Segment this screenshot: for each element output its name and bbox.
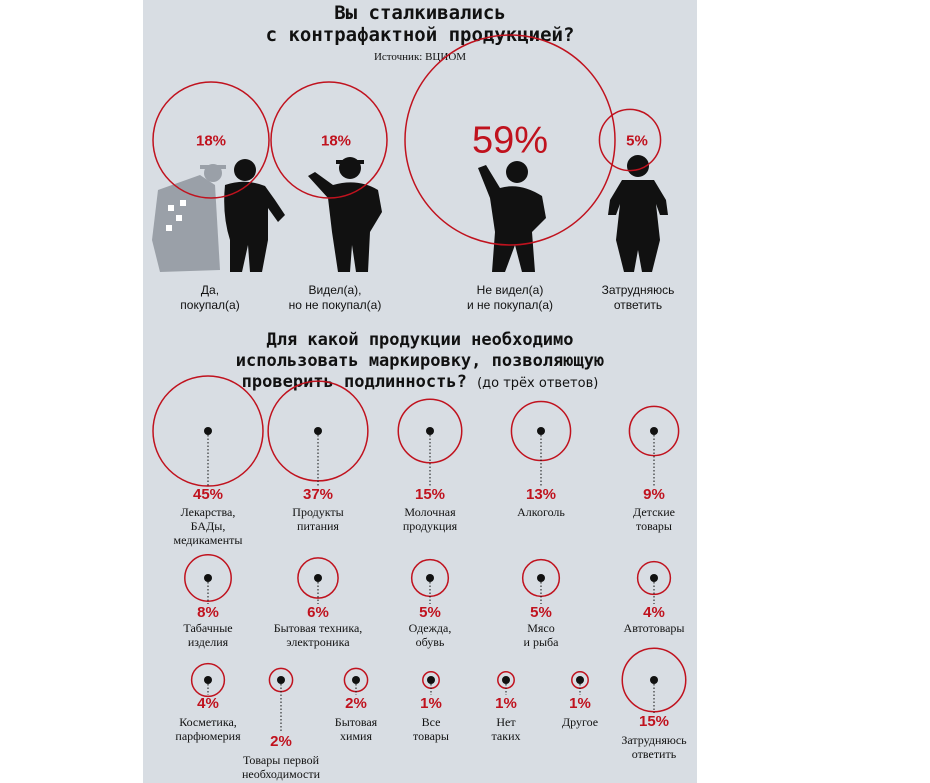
- category-label-2-0-0: Лекарства,: [180, 505, 236, 519]
- category-label-2-6-1: электроника: [286, 635, 350, 649]
- category-label-2-12-0: Бытовая: [334, 715, 378, 729]
- bubble-center-2-13: [427, 676, 435, 684]
- category-label-1-1-1: но не покупал(а): [288, 298, 382, 312]
- value-label-2-9: 4%: [643, 604, 665, 621]
- figure-not-seen: [478, 161, 546, 272]
- bubble-center-2-15: [576, 676, 584, 684]
- category-label-1-0-0: Да,: [200, 283, 220, 297]
- category-label-2-7-0: Одежда,: [408, 621, 452, 635]
- value-label-2-0: 45%: [192, 486, 224, 503]
- category-label-2-0-2: медикаменты: [173, 533, 243, 547]
- category-label-1-2-0: Не видел(а): [476, 283, 544, 297]
- bubble-center-2-3: [537, 427, 545, 435]
- category-label-1-2-1: и не покупал(а): [466, 298, 554, 312]
- category-label-2-2-1: продукция: [402, 519, 458, 533]
- value-label-2-12: 2%: [345, 695, 367, 712]
- figure-seen: [308, 157, 382, 272]
- value-label-2-4: 9%: [643, 486, 665, 503]
- bubble-center-2-1: [314, 427, 322, 435]
- category-label-2-8-1: и рыба: [523, 635, 559, 649]
- category-label-2-7-1: обувь: [415, 635, 445, 649]
- category-label-2-1-0: Продукты: [292, 505, 344, 519]
- category-label-2-4-0: Детские: [633, 505, 675, 519]
- title-line-2: с контрафактной продукцией?: [265, 24, 575, 46]
- source-note: Источник: ВЦИОМ: [373, 51, 467, 63]
- value-label-2-13: 1%: [420, 695, 442, 712]
- category-label-2-6-0: Бытовая техника,: [273, 621, 363, 635]
- value-label-2-16: 15%: [638, 713, 670, 730]
- bubble-center-2-4: [650, 427, 658, 435]
- question2-line-3-text: проверить подлинность?: [241, 372, 467, 392]
- category-label-2-10-1: парфюмерия: [175, 729, 241, 743]
- category-label-1-3-0: Затрудняюсь: [601, 283, 675, 297]
- value-label-2-15: 1%: [569, 695, 591, 712]
- bubble-center-2-6: [314, 574, 322, 582]
- category-label-2-5-1: изделия: [187, 635, 229, 649]
- category-label-2-9-0: Автотовары: [623, 621, 685, 635]
- category-label-2-2-0: Молочная: [404, 505, 456, 519]
- title-line-1: Вы сталкивались: [334, 2, 506, 24]
- value-label-2-3: 13%: [525, 486, 557, 503]
- category-label-1-3-1: ответить: [613, 298, 663, 312]
- value-label-2-7: 5%: [419, 604, 441, 621]
- value-label-1-0: 18%: [195, 132, 227, 150]
- value-label-2-8: 5%: [530, 604, 552, 621]
- value-label-2-1: 37%: [302, 486, 334, 503]
- question2-note: (до трёх ответов): [477, 376, 599, 391]
- value-label-2-11: 2%: [270, 733, 292, 750]
- question2-line-1: Для какой продукции необходимо: [266, 330, 574, 350]
- bubble-center-2-0: [204, 427, 212, 435]
- bubble-center-2-16: [650, 676, 658, 684]
- bubble-center-2-14: [502, 676, 510, 684]
- category-label-2-1-1: питания: [297, 519, 339, 533]
- value-label-1-3: 5%: [626, 132, 648, 150]
- value-label-2-6: 6%: [307, 604, 329, 621]
- value-label-2-5: 8%: [197, 604, 219, 621]
- category-label-2-11-0: Товары первой: [242, 753, 320, 767]
- category-label-2-0-1: БАДы,: [190, 519, 226, 533]
- category-label-2-11-1: необходимости: [241, 767, 321, 781]
- category-label-2-16-1: ответить: [631, 747, 677, 761]
- category-label-1-1-0: Видел(а),: [308, 283, 362, 297]
- value-label-2-14: 1%: [495, 695, 517, 712]
- category-label-2-14-1: таких: [491, 729, 521, 743]
- category-label-2-16-0: Затрудняюсь: [621, 733, 687, 747]
- value-label-2-10: 4%: [197, 695, 219, 712]
- bubble-center-2-12: [352, 676, 360, 684]
- category-label-2-15-0: Другое: [561, 715, 599, 729]
- bubble-center-2-7: [426, 574, 434, 582]
- bubble-center-2-5: [204, 574, 212, 582]
- category-label-2-13-1: товары: [413, 729, 449, 743]
- category-label-2-13-0: Все: [421, 715, 441, 729]
- chart-2-bubbles: [153, 376, 686, 733]
- value-label-2-2: 15%: [414, 486, 446, 503]
- bubble-center-2-11: [277, 676, 285, 684]
- value-label-1-1: 18%: [320, 132, 352, 150]
- category-label-2-12-1: химия: [340, 729, 372, 743]
- bubble-center-2-10: [204, 676, 212, 684]
- value-label-1-2: 59%: [471, 119, 549, 162]
- question2-line-2: использовать маркировку, позволяющую: [235, 351, 605, 371]
- category-label-1-0-1: покупал(а): [180, 298, 240, 312]
- category-label-2-10-0: Косметика,: [179, 715, 237, 729]
- category-label-2-8-0: Мясо: [527, 621, 555, 635]
- category-label-2-5-0: Табачные: [183, 621, 233, 635]
- figure-buyer: [152, 159, 285, 272]
- bubble-center-2-2: [426, 427, 434, 435]
- category-label-2-4-1: товары: [636, 519, 672, 533]
- bubble-center-2-8: [537, 574, 545, 582]
- category-label-2-14-0: Нет: [496, 715, 516, 729]
- figure-unsure: [608, 155, 668, 272]
- category-label-2-3-0: Алкоголь: [517, 505, 565, 519]
- bubble-center-2-9: [650, 574, 658, 582]
